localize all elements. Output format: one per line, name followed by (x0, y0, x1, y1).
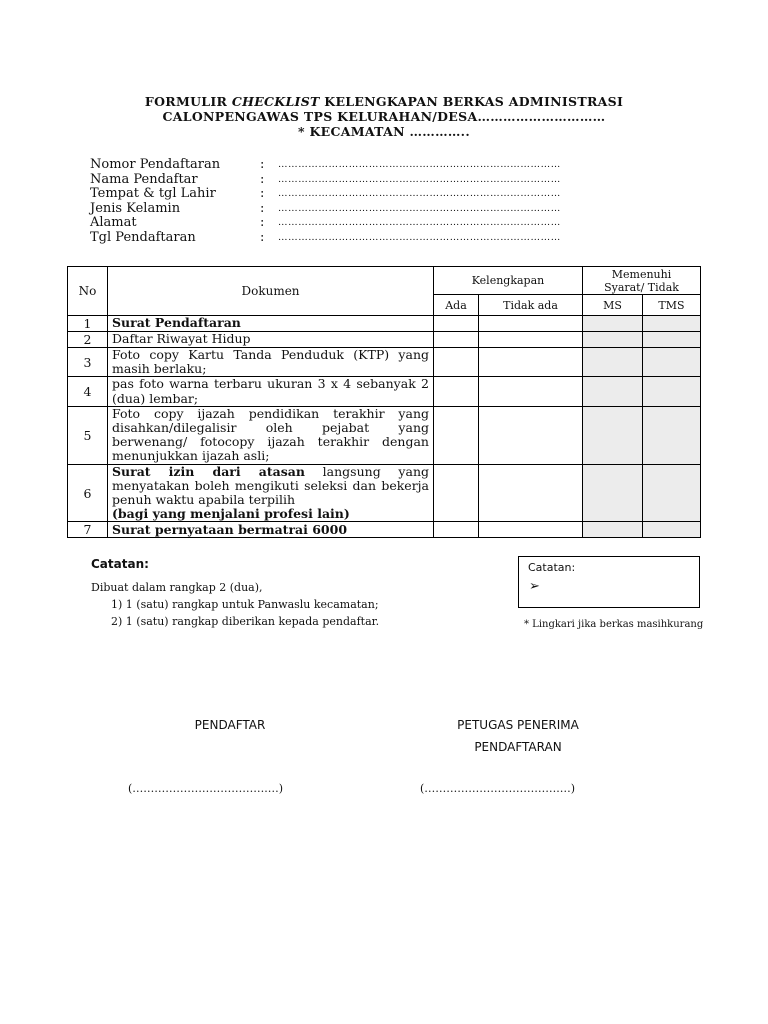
document-checklist-table (67, 266, 701, 538)
header-no: No (68, 267, 108, 316)
field-colon: : (260, 171, 265, 187)
table-row (68, 522, 701, 538)
field-colon: : (260, 186, 265, 202)
petugas-title-line2: PENDAFTARAN (474, 740, 562, 754)
cell-tms[interactable] (643, 316, 701, 332)
field-colon: : (260, 229, 265, 245)
cell-ada[interactable] (434, 348, 479, 377)
title-prefix: FORMULIR (144, 94, 232, 109)
field-value[interactable]: ………………………………………………………………………… (278, 159, 561, 170)
field-label: Alamat (90, 215, 137, 231)
cell-tidak-ada[interactable] (479, 522, 583, 538)
field-value[interactable]: ………………………………………………………………………… (278, 217, 561, 229)
field-colon: : (260, 215, 265, 231)
form-title-line3: * KECAMATAN ………….. (298, 124, 470, 139)
table-row (68, 464, 701, 522)
form-title-line2: CALONPENGAWAS TPS KELURAHAN/DESA………………………… (162, 109, 606, 124)
cell-tms[interactable] (643, 522, 701, 538)
field-label: Nama Pendaftar (90, 171, 198, 187)
row-document (108, 316, 434, 332)
field-value[interactable]: ………………………………………………………………………… (278, 202, 561, 214)
catatan-heading: Catatan: (91, 557, 149, 571)
document-text: langsung yang menyatakan boleh mengikuti seleksi dan bekerja penuh waktu apabila terpilih (112, 463, 429, 508)
document-bold-text: Surat Pendaftaran (112, 315, 241, 331)
row-document: Foto copy ijazah pendidikan terakhir yang disahkan/dilegalisir oleh pejabat yang berwenang/ fotocopy ijazah terakhir dengan menunjukkan ijazah asli; (108, 406, 434, 464)
row-document: Daftar Riwayat Hidup (108, 332, 434, 348)
catatan-box-label: Catatan: (528, 561, 576, 574)
row-number: 4 (68, 377, 108, 406)
cell-tms[interactable] (643, 348, 701, 377)
field-row-alamat (90, 216, 561, 231)
cell-ms[interactable] (583, 332, 643, 348)
cell-ms[interactable] (583, 316, 643, 332)
row-number: 7 (68, 522, 108, 538)
cell-ada[interactable] (434, 406, 479, 464)
catatan-section (91, 557, 379, 630)
table-row (68, 348, 701, 377)
header-tidak-ada: Tidak ada (479, 295, 583, 316)
field-label: Nomor Pendaftaran (90, 157, 221, 172)
field-label: Tgl Pendaftaran (90, 229, 196, 245)
field-row-nama (90, 173, 561, 188)
document-bold-text: Surat izin dari atasan (112, 463, 305, 479)
header-dokumen: Dokumen (108, 267, 434, 316)
table-header-row (68, 267, 701, 295)
cell-tidak-ada[interactable] (479, 406, 583, 464)
cell-ms[interactable] (583, 522, 643, 538)
cell-ms[interactable] (583, 348, 643, 377)
identity-fields (90, 158, 561, 246)
cell-tidak-ada[interactable] (479, 348, 583, 377)
row-number: 3 (68, 348, 108, 377)
field-label: Jenis Kelamin (90, 200, 181, 216)
signature-petugas-title (418, 714, 618, 758)
footnote-circle-if-incomplete: * Lingkari jika berkas masihkurang (524, 619, 704, 630)
cell-tidak-ada[interactable] (479, 332, 583, 348)
row-document: pas foto warna terbaru ukuran 3 x 4 sebanyak 2 (dua) lembar; (108, 377, 434, 406)
cell-tidak-ada[interactable] (479, 316, 583, 332)
field-row-kelamin (90, 202, 561, 217)
cell-tms[interactable] (643, 332, 701, 348)
signature-line-pendaftar[interactable]: (……………………………….…) (128, 782, 284, 795)
field-label: Tempat & tgl Lahir (90, 186, 216, 202)
row-document: Foto copy Kartu Tanda Penduduk (KTP) yang masih berlaku; (108, 348, 434, 377)
row-number: 1 (68, 316, 108, 332)
document-bold-text: Surat pernyataan bermatrai 6000 (112, 521, 348, 537)
cell-ms[interactable] (583, 464, 643, 522)
row-number: 2 (68, 332, 108, 348)
table-row (68, 332, 701, 348)
title-suffix: KELENGKAPAN BERKAS ADMINISTRASI (319, 94, 624, 109)
table-row (68, 377, 701, 406)
catatan-item: 1) 1 (satu) rangkap untuk Panwaslu kecamatan; (111, 598, 379, 611)
field-row-nomor (90, 158, 561, 173)
cell-tms[interactable] (643, 406, 701, 464)
catatan-intro: Dibuat dalam rangkap 2 (dua), (91, 581, 263, 594)
cell-tms[interactable] (643, 464, 701, 522)
cell-ada[interactable] (434, 522, 479, 538)
header-ms: MS (583, 295, 643, 316)
row-number: 5 (68, 406, 108, 464)
field-colon: : (260, 157, 265, 172)
row-document (108, 522, 434, 538)
field-value[interactable]: ………………………………………………………………………… (278, 173, 561, 185)
header-memenuhi-line2: Syarat/ Tidak (604, 280, 679, 294)
cell-tms[interactable] (643, 377, 701, 406)
cell-ada[interactable] (434, 316, 479, 332)
cell-ada[interactable] (434, 377, 479, 406)
cell-ms[interactable] (583, 406, 643, 464)
catatan-item: 2) 1 (satu) rangkap diberikan kepada pendaftar. (111, 615, 380, 628)
header-kelengkapan: Kelengkapan (434, 267, 583, 295)
table-row (68, 316, 701, 332)
form-title-line1 (0, 94, 768, 109)
field-row-ttl (90, 187, 561, 202)
document-bold-text: (bagi yang menjalani profesi lain) (112, 506, 350, 522)
field-row-tgl (90, 231, 561, 246)
signature-line-petugas[interactable]: (……………………………….…) (420, 782, 576, 795)
field-colon: : (260, 200, 265, 216)
header-memenuhi (583, 267, 701, 295)
petugas-title-line1: PETUGAS PENERIMA (457, 718, 579, 732)
signature-pendaftar-title: PENDAFTAR (194, 718, 266, 732)
cell-ms[interactable] (583, 377, 643, 406)
cell-tidak-ada[interactable] (479, 464, 583, 522)
cell-tidak-ada[interactable] (479, 377, 583, 406)
row-number: 6 (68, 464, 108, 522)
table-row (68, 406, 701, 464)
header-tms: TMS (643, 295, 701, 316)
catatan-box[interactable] (518, 556, 700, 608)
field-value[interactable]: ………………………………………………………………………… (278, 188, 561, 200)
cell-ada[interactable] (434, 464, 479, 522)
title-italic-checklist: CHECKLIST (231, 94, 320, 109)
row-document (108, 464, 434, 522)
header-memenuhi-line1: Memenuhi (611, 267, 672, 281)
field-value[interactable]: ………………………………………………………………………… (278, 231, 561, 243)
arrow-bullet-icon: ➢ (529, 579, 540, 594)
cell-ada[interactable] (434, 332, 479, 348)
header-ada: Ada (434, 295, 479, 316)
